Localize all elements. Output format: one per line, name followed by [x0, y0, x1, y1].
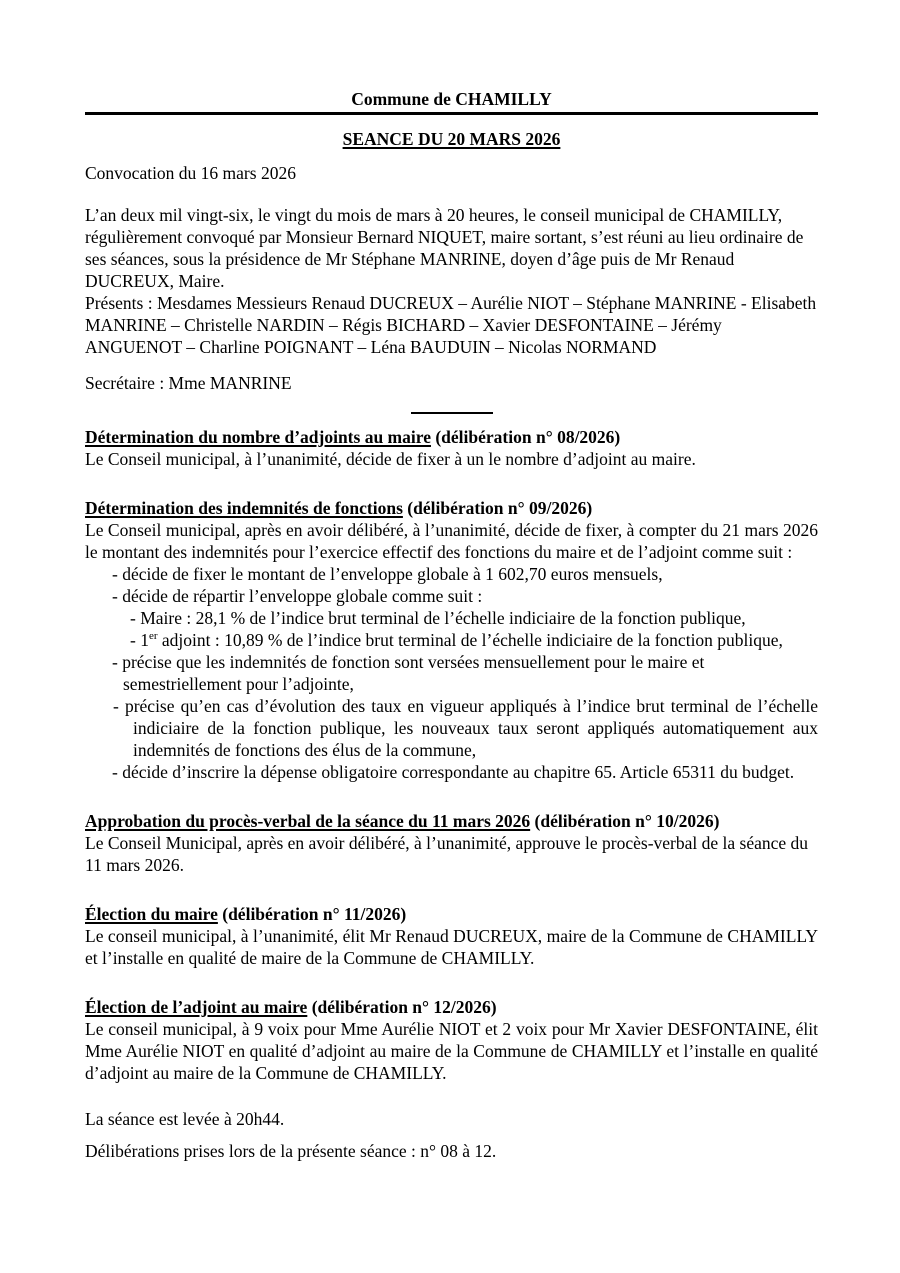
deliberation-ref: (délibération n° 08/2026)	[435, 427, 621, 447]
list-item-text: adjoint : 10,89 % de l’indice brut terminal de l’échelle indiciaire de la fonction publique,	[157, 630, 783, 650]
list-marker: -	[112, 762, 118, 782]
commune-header-text: Commune de CHAMILLY	[351, 89, 552, 109]
deliberations-summary: Délibérations prises lors de la présente séance : n° 08 à 12.	[85, 1141, 497, 1161]
list-item-text: décide de répartir l’enveloppe globale comme suit :	[122, 586, 483, 606]
list-item	[85, 629, 818, 651]
list-item-text: précise qu’en cas d’évolution des taux en vigueur appliqués à l’indice brut terminal de l’échelle indiciaire de la fonction publique, les nouveaux taux seront appliqués automatiquement aux indemnités de fonctions des élus de la commune,	[124, 696, 819, 760]
section-divider	[411, 412, 493, 414]
section-body: Le conseil municipal, à l’unanimité, élit Mr Renaud DUCREUX, maire de la Commune de CHAMILLY et l’installe en qualité de maire de la Commune de CHAMILLY.	[85, 926, 818, 968]
section-heading	[85, 903, 818, 925]
deliberation-section-10	[85, 810, 818, 876]
section-title: Approbation du procès-verbal de la séance du 11 mars 2026	[85, 811, 531, 831]
convocation-date: Convocation du 16 mars 2026	[85, 163, 296, 183]
section-title: Élection du maire	[85, 904, 218, 924]
closing-time: La séance est levée à 20h44.	[85, 1109, 285, 1129]
list-item	[85, 585, 818, 607]
list-marker: -	[130, 630, 136, 650]
session-title-text: SEANCE DU 20 MARS 2026	[342, 129, 561, 149]
section-heading	[85, 810, 818, 832]
list-marker: -	[113, 696, 119, 716]
deliberation-section-08	[85, 426, 818, 470]
section-body: Le Conseil Municipal, après en avoir délibéré, à l’unanimité, approuve le procès-verbal de la séance du 11 mars 2026.	[85, 833, 809, 875]
session-title	[85, 128, 818, 150]
section-heading	[85, 426, 818, 448]
list-marker: -	[112, 652, 118, 672]
deliberation-ref: (délibération n° 12/2026)	[311, 997, 497, 1017]
section-body-intro: Le Conseil municipal, après en avoir délibéré, à l’unanimité, décide de fixer, à compter du 21 mars 2026 le montant des indemnités pour l’exercice effectif des fonctions du maire et de l’adjoint comme suit :	[85, 520, 818, 562]
deliberation-ref: (délibération n° 10/2026)	[534, 811, 720, 831]
deliberation-section-11	[85, 903, 818, 969]
list-item-text: précise que les indemnités de fonction sont versées mensuellement pour le maire et semestriellement pour l’adjointe,	[122, 652, 705, 694]
list-marker: -	[112, 586, 118, 606]
list-item	[85, 695, 818, 761]
list-item-text-pre: 1	[140, 630, 149, 650]
section-heading	[85, 996, 818, 1018]
section-body: Le Conseil municipal, à l’unanimité, décide de fixer à un le nombre d’adjoint au maire.	[85, 449, 696, 469]
list-item-text: Maire : 28,1 % de l’indice brut terminal de l’échelle indiciaire de la fonction publique,	[140, 608, 746, 628]
section-title: Détermination des indemnités de fonctions	[85, 498, 403, 518]
section-body: Le conseil municipal, à 9 voix pour Mme Aurélie NIOT et 2 voix pour Mr Xavier DESFONTAINE, élit Mme Aurélie NIOT en qualité d’adjoint au maire de la Commune de CHAMILLY et l’installe en qualité d’adjoint au maire de la Commune de CHAMILLY.	[85, 1019, 818, 1083]
deliberation-section-09	[85, 497, 818, 783]
deliberation-section-12	[85, 996, 818, 1084]
section-title: Détermination du nombre d’adjoints au maire	[85, 427, 431, 447]
list-marker: -	[130, 608, 136, 628]
list-item	[85, 651, 818, 695]
list-item	[85, 761, 818, 783]
presents-list: Présents : Mesdames Messieurs Renaud DUCREUX – Aurélie NIOT – Stéphane MANRINE - Elisabeth MANRINE – Christelle NARDIN – Régis BICHARD – Xavier DESFONTAINE – Jérémy ANGUENOT – Charline POIGNANT – Léna BAUDUIN – Nicolas NORMAND	[85, 293, 817, 357]
commune-header	[85, 88, 818, 115]
intro-paragraph: L’an deux mil vingt-six, le vingt du mois de mars à 20 heures, le conseil municipal de CHAMILLY, régulièrement convoqué par Monsieur Bernard NIQUET, maire sortant, s’est réuni au lieu ordinaire de ses séances, sous la présidence de Mr Stéphane MANRINE, doyen d’âge puis de Mr Renaud DUCREUX, Maire.	[85, 205, 804, 291]
list-item-text: décide d’inscrire la dépense obligatoire correspondante au chapitre 65. Article 65311 du budget.	[122, 762, 795, 782]
deliberation-ref: (délibération n° 11/2026)	[222, 904, 407, 924]
secretary-line: Secrétaire : Mme MANRINE	[85, 373, 292, 393]
list-item	[85, 607, 818, 629]
section-title: Élection de l’adjoint au maire	[85, 997, 308, 1017]
list-item-text: décide de fixer le montant de l’enveloppe globale à 1 602,70 euros mensuels,	[122, 564, 663, 584]
section-heading	[85, 497, 818, 519]
list-marker: -	[112, 564, 118, 584]
list-item	[85, 563, 818, 585]
ordinal-superscript: er	[148, 630, 158, 643]
deliberation-ref: (délibération n° 09/2026)	[407, 498, 593, 518]
